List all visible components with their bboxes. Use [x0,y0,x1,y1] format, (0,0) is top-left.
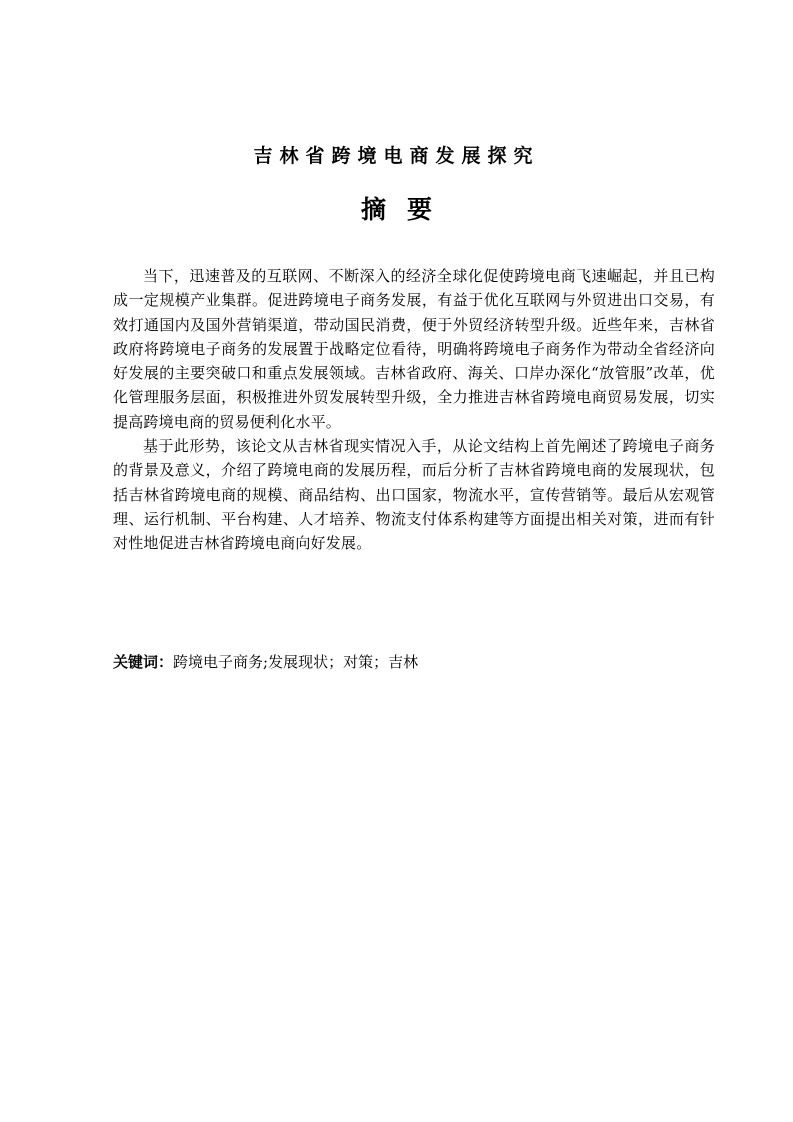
abstract-paragraph: 当下，迅速普及的互联网、不断深入的经济全球化促使跨境电商飞速崛起，并且已构成一定规模产业集群。促进跨境电子商务发展，有益于优化互联网与外贸进出口交易，有效打通国内及国外营销渠道，带动国民消费，便于外贸经济转型升级。近些年来，吉林省政府将跨境电子商务的发展置于战略定位看待，明确将跨境电子商务作为带动全省经济向好发展的主要突破口和重点发展领域。吉林省政府、海关、口岸办深化“放管服”改革，优化管理服务层面，积极推进外贸发展转型升级，全力推进吉林省跨境电商贸易发展，切实提高跨境电商的贸易便利化水平。 [113,267,715,431]
abstract-body [113,264,715,556]
keywords-line [113,650,715,674]
keywords-text: 跨境电子商务;发展现状；对策；吉林 [173,653,419,671]
abstract-heading: 摘要 [360,195,453,224]
abstract-paragraph: 基于此形势，该论文从吉林省现实情况入手，从论文结构上首先阐述了跨境电子商务的背景及意义，介绍了跨境电商的发展历程，而后分析了吉林省跨境电商的发展现状，包括吉林省跨境电商的规模、商品结构、出口国家，物流水平，宣传营销等。最后从宏观管理、运行机制、平台构建、人才培养、物流支付体系构建等方面提出相关对策，进而有针对性地促进吉林省跨境电商向好发展。 [113,437,715,553]
keywords-label: 关键词： [113,653,174,671]
page-title: 吉林省跨境电商发展探究 [253,145,540,167]
